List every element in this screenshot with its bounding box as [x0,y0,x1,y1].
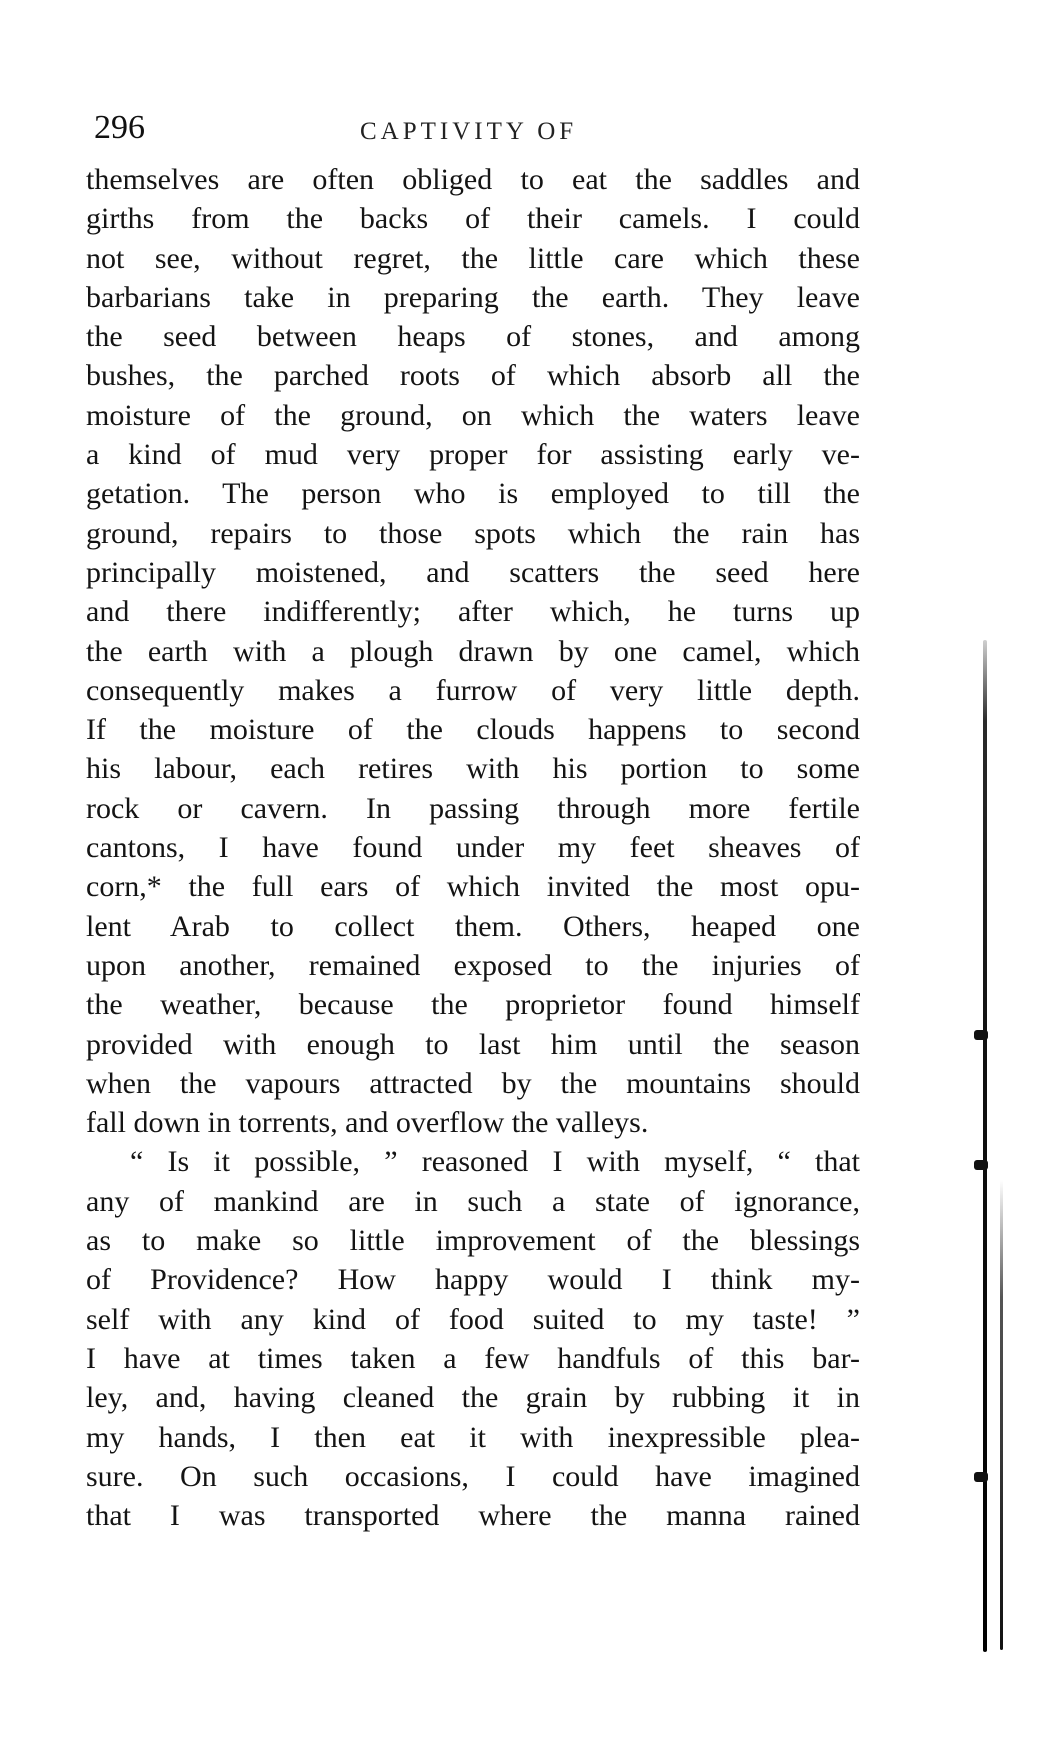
text-line: corn,* the full ears of which invited the most opu- [86,870,860,904]
text-line: my hands, I then eat it with inexpressible plea- [86,1420,860,1454]
text-line: that I was transported where the manna rained [86,1499,860,1533]
text-line: the earth with a plough drawn by one camel, which [86,634,860,668]
text-line: of Providence? How happy would I think my- [86,1263,860,1297]
page-edge-mark [974,1472,988,1482]
text-line: barbarians take in preparing the earth. They leave [86,280,860,314]
text-line: the seed between heaps of stones, and among [86,320,860,354]
text-line: as to make so little improvement of the blessings [86,1224,860,1258]
text-line: I have at times taken a few handfuls of this bar- [86,1341,860,1375]
text-line: If the moisture of the clouds happens to second [86,713,860,747]
text-line: ground, repairs to those spots which the rain has [86,516,860,550]
paragraph-2 [86,1142,860,1535]
text-line: sure. On such occasions, I could have imagined [86,1459,860,1493]
text-line: fall down in torrents, and overflow the valleys. [86,1106,649,1140]
page-number: 296 [94,109,145,146]
text-line: “ Is it possible, ” reasoned I with myself, “ that [130,1145,860,1179]
paragraph-1 [86,160,860,1142]
text-line: themselves are often obliged to eat the saddles and [86,163,860,196]
page-edge-shadow-inner [1000,1180,1003,1650]
page-edge-mark [974,1160,988,1170]
text-line: getation. The person who is employed to till the [86,477,860,511]
text-line: girths from the backs of their camels. I could [86,202,860,236]
text-line: rock or cavern. In passing through more fertile [86,791,860,825]
text-line: the weather, because the proprietor found himself [86,988,860,1022]
text-line: bushes, the parched roots of which absorb all the [86,359,860,393]
body-text [86,160,860,1535]
text-line: when the vapours attracted by the mountains should [86,1066,860,1100]
running-title: CAPTIVITY OF [360,118,578,145]
text-line: provided with enough to last him until the season [86,1027,860,1061]
page-edge-mark [974,1030,988,1040]
text-line: and there indifferently; after which, he turns up [86,595,860,629]
text-line: ley, and, having cleaned the grain by rubbing it in [86,1381,860,1415]
text-line: any of mankind are in such a state of ignorance, [86,1184,860,1218]
text-line: self with any kind of food suited to my taste! ” [86,1302,860,1336]
text-line: upon another, remained exposed to the injuries of [86,948,860,982]
page-edge-shadow [983,640,987,1652]
text-line: principally moistened, and scatters the seed here [86,555,860,589]
text-line: moisture of the ground, on which the waters leave [86,398,860,432]
text-line: consequently makes a furrow of very little depth. [86,673,860,707]
text-line: his labour, each retires with his portion to some [86,752,860,786]
page-header [0,0,1051,160]
text-line: not see, without regret, the little care which these [86,241,860,275]
text-line: lent Arab to collect them. Others, heaped one [86,909,860,943]
text-line: cantons, I have found under my feet sheaves of [86,831,860,865]
text-line: a kind of mud very proper for assisting early ve- [86,438,860,472]
